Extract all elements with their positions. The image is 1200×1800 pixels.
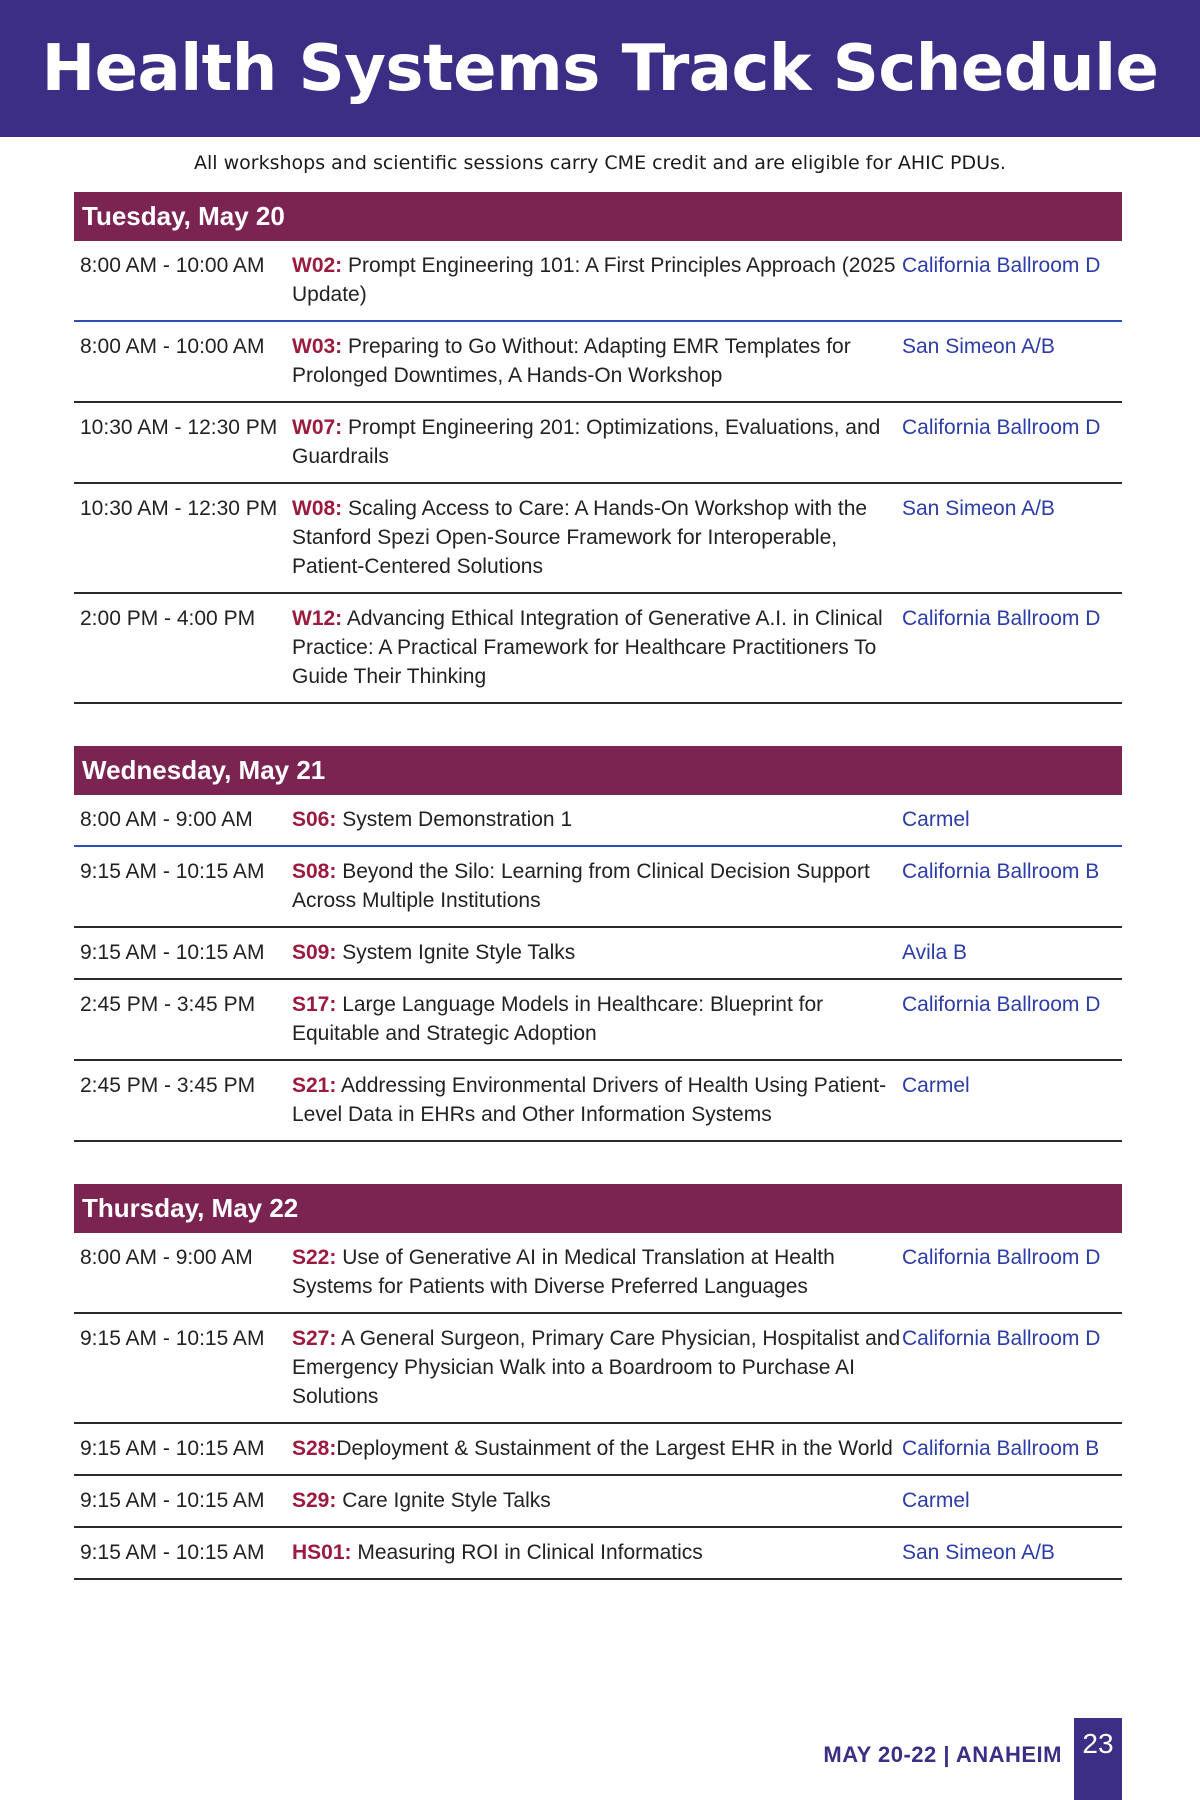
session-time: 10:30 AM - 12:30 PM [80,497,278,520]
session-room: California Ballroom D [902,254,1101,277]
session-room: San Simeon A/B [902,335,1055,358]
session-code: S17: [292,993,337,1016]
session-title-cell [292,413,902,471]
session-row [74,241,1122,322]
schedule [74,192,1122,1622]
session-title-cell [292,857,902,915]
session-code: W08: [292,497,343,520]
session-row [74,322,1122,403]
day-section [74,1184,1122,1580]
session-title-cell [292,251,902,309]
session-title-cell [292,1538,902,1567]
session-time: 9:15 AM - 10:15 AM [80,1327,265,1350]
footer-event-info: MAY 20-22 | ANAHEIM [823,1742,1062,1767]
session-time: 2:45 PM - 3:45 PM [80,1074,256,1097]
session-title-cell [292,604,902,691]
session-row [74,1528,1122,1580]
session-title-cell [292,494,902,581]
session-title: Care Ignite Style Talks [336,1489,551,1512]
session-room: Carmel [902,808,970,831]
session-time: 2:45 PM - 3:45 PM [80,993,256,1016]
session-code: S09: [292,941,337,964]
session-time: 9:15 AM - 10:15 AM [80,1489,265,1512]
session-title-cell [292,1243,902,1301]
session-row [74,847,1122,928]
session-title: Addressing Environmental Drivers of Health Using Patient-Level Data in EHRs and Other Information Systems [292,1074,887,1126]
session-row [74,1476,1122,1528]
session-time: 9:15 AM - 10:15 AM [80,1541,265,1564]
day-header: Thursday, May 22 [74,1184,1122,1233]
session-title-cell [292,1486,902,1515]
session-code: W07: [292,416,343,439]
session-room: Avila B [902,941,967,964]
session-time: 8:00 AM - 9:00 AM [80,808,253,831]
session-code: S28: [292,1437,337,1460]
session-title: Measuring ROI in Clinical Informatics [351,1541,703,1564]
session-time: 8:00 AM - 10:00 AM [80,335,265,358]
session-time: 8:00 AM - 10:00 AM [80,254,265,277]
session-row [74,1424,1122,1476]
session-code: S08: [292,860,337,883]
page-number: 23 [1074,1718,1122,1800]
session-title: A General Surgeon, Primary Care Physician, Hospitalist and Emergency Physician Walk into a Boardroom to Purchase AI Solutions [292,1327,901,1408]
session-title-cell [292,938,902,967]
session-code: S21: [292,1074,337,1097]
session-code: W03: [292,335,343,358]
session-title-cell [292,990,902,1048]
session-code: S29: [292,1489,337,1512]
session-room: California Ballroom B [902,860,1100,883]
session-title-cell [292,1071,902,1129]
session-code: S27: [292,1327,337,1350]
day-section [74,192,1122,704]
session-row [74,1061,1122,1142]
session-row [74,484,1122,594]
session-row [74,1314,1122,1424]
session-title: System Demonstration 1 [336,808,573,831]
session-room: California Ballroom D [902,607,1101,630]
session-title: Prompt Engineering 201: Optimizations, Evaluations, and Guardrails [292,416,881,468]
session-title: Deployment & Sustainment of the Largest EHR in the World [336,1437,893,1460]
session-room: Carmel [902,1489,970,1512]
session-code: W02: [292,254,343,277]
session-row [74,1233,1122,1314]
session-code: HS01: [292,1541,352,1564]
session-room: California Ballroom D [902,993,1101,1016]
session-room: San Simeon A/B [902,1541,1055,1564]
session-room: Carmel [902,1074,970,1097]
session-title-cell [292,805,902,834]
page-footer [823,1718,1122,1800]
session-room: San Simeon A/B [902,497,1055,520]
session-title: Advancing Ethical Integration of Generative A.I. in Clinical Practice: A Practical Framework for Healthcare Practitioners To Guide Their Thinking [292,607,883,688]
session-room: California Ballroom D [902,416,1101,439]
cme-note: All workshops and scientific sessions carry CME credit and are eligible for AHIC PDUs. [194,152,1006,174]
day-section [74,746,1122,1142]
session-title: Prompt Engineering 101: A First Principles Approach (2025 Update) [292,254,896,306]
session-title: Beyond the Silo: Learning from Clinical Decision Support Across Multiple Institutions [292,860,870,912]
session-title: Use of Generative AI in Medical Translation at Health Systems for Patients with Diverse Preferred Languages [292,1246,835,1298]
session-time: 9:15 AM - 10:15 AM [80,860,265,883]
session-title: System Ignite Style Talks [336,941,576,964]
session-row [74,403,1122,484]
session-room: California Ballroom D [902,1327,1101,1350]
session-room: California Ballroom D [902,1246,1101,1269]
session-time: 9:15 AM - 10:15 AM [80,1437,265,1460]
session-code: S22: [292,1246,337,1269]
session-room: California Ballroom B [902,1437,1100,1460]
day-header: Tuesday, May 20 [74,192,1122,241]
session-title: Scaling Access to Care: A Hands-On Workshop with the Stanford Spezi Open-Source Framework for Interoperable, Patient-Centered Solutions [292,497,868,578]
session-title-cell [292,332,902,390]
session-row [74,795,1122,847]
session-time: 8:00 AM - 9:00 AM [80,1246,253,1269]
session-row [74,928,1122,980]
session-time: 9:15 AM - 10:15 AM [80,941,265,964]
session-title: Preparing to Go Without: Adapting EMR Templates for Prolonged Downtimes, A Hands-On Workshop [292,335,851,387]
session-title-cell [292,1434,902,1463]
session-code: W12: [292,607,343,630]
page-header [0,0,1200,137]
session-title: Large Language Models in Healthcare: Blueprint for Equitable and Strategic Adoption [292,993,824,1045]
session-title-cell [292,1324,902,1411]
page-title: Health Systems Track Schedule [41,31,1159,106]
session-code: S06: [292,808,337,831]
session-row [74,594,1122,704]
session-time: 2:00 PM - 4:00 PM [80,607,256,630]
session-time: 10:30 AM - 12:30 PM [80,416,278,439]
session-row [74,980,1122,1061]
day-header: Wednesday, May 21 [74,746,1122,795]
